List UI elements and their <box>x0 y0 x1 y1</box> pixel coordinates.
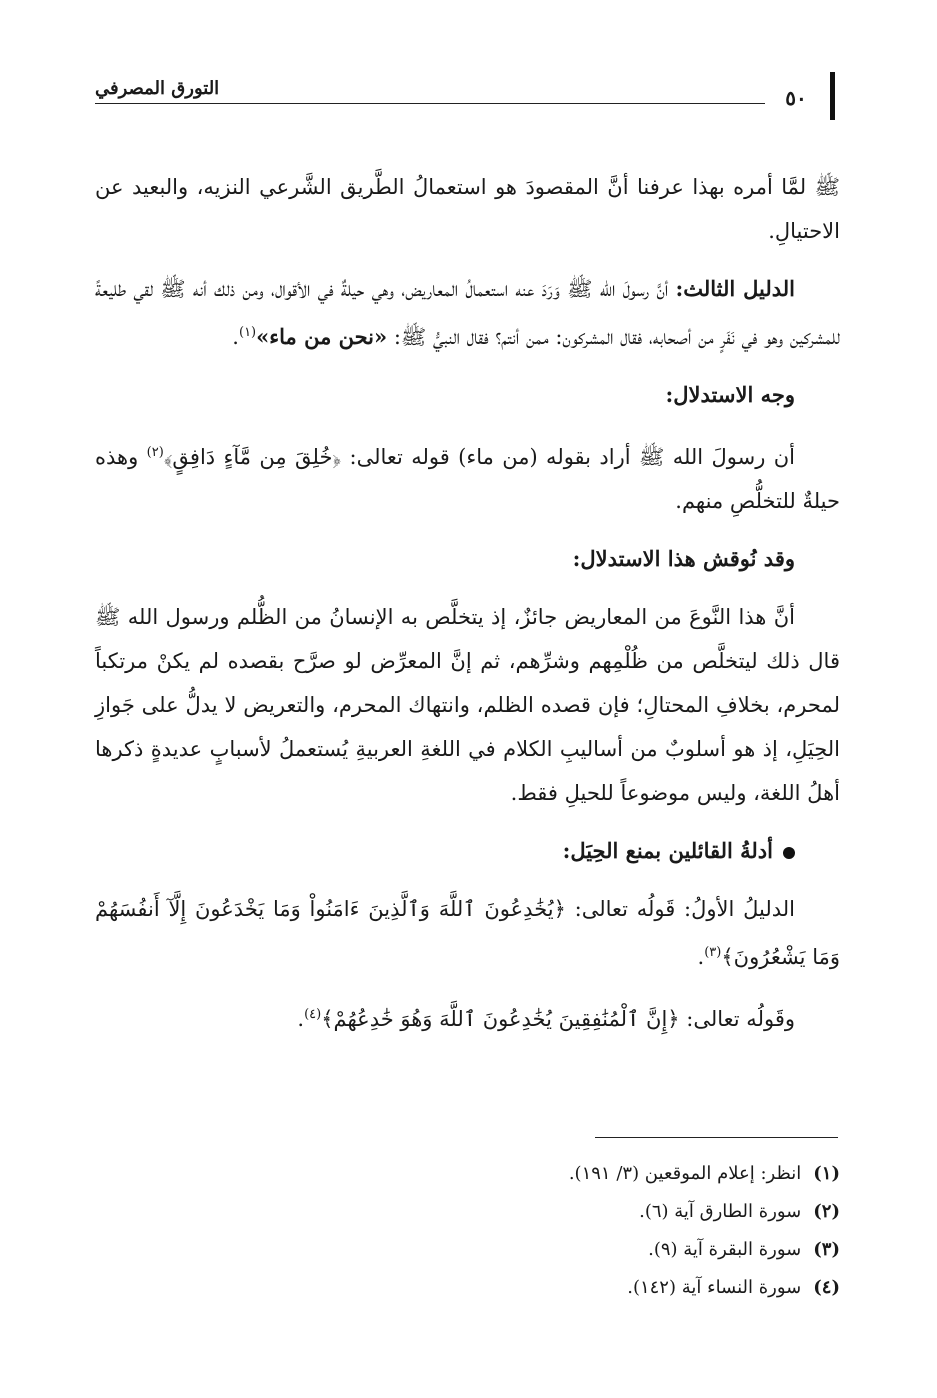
footnote-text: سورة النساء آية (١٤٢). <box>627 1277 802 1298</box>
book-title: التورق المصرفي <box>95 78 220 99</box>
footnote-item <box>400 1155 840 1193</box>
paragraph-3 <box>95 431 840 523</box>
footnotes <box>400 1155 840 1307</box>
header-rule <box>95 103 765 104</box>
footnote-number: (٣) <box>813 1239 840 1260</box>
quran-verse-baqarah: ﴿يُخَٰدِعُونَ ٱللَّهَ وَٱلَّذِينَ ءَامَنُواْ وَمَا يَخْدَعُونَ إِلَّآ أَنفُسَهُمْ وَمَا يَشْعُرُونَ﴾ <box>95 897 840 969</box>
footnote-item <box>400 1269 840 1307</box>
paragraph-5-end: . <box>697 945 705 969</box>
bullet-icon <box>783 847 795 859</box>
paragraph-3-end: وهذه حيلةٌ للتخلُّصِ منهم. <box>95 445 840 513</box>
footnote-item <box>400 1231 840 1269</box>
hadith-quote: «نحن من ماء» <box>256 324 388 349</box>
footnote-separator <box>595 1137 838 1138</box>
paragraph-2-text: أنَّ رسولَ الله ﷺ وَرَدَ عنه استعمالُ المعاريض، وهي حيلةٌ في الأقوال، ومن ذلك أنه ﷺ لقي طليعةً للمشركين وهو في نَفَرٍ من أصحابه، فقال المشركون: ممن أنتم؟ فقال النبيُّ ﷺ: <box>95 277 840 349</box>
paragraph-6 <box>95 993 840 1041</box>
heading-inference: وجه الاستدلال: <box>665 382 795 407</box>
footnote-number: (٤) <box>813 1277 840 1298</box>
running-header <box>95 70 840 130</box>
paragraph-5-text: الدليلُ الأولُ: قَولُه تعالى: <box>565 897 795 921</box>
footnote-number: (٢) <box>813 1201 840 1222</box>
footnote-text: انظر: إعلام الموقعين (٣/ ١٩١). <box>568 1163 802 1184</box>
heading-prohibition-text: أدلةُ القائلين بمنع الحِيَل: <box>562 838 773 863</box>
footnote-text: سورة البقرة آية (٩). <box>648 1239 802 1260</box>
footnote-ref-4: (٤) <box>304 1007 322 1022</box>
body-text <box>95 165 840 1055</box>
quran-verse-tariq: ﴿خُلِقَ مِن مَّآءٍ دَافِقٍ﴾ <box>163 445 342 469</box>
page-number: ٥٠ <box>785 86 807 110</box>
header-bar <box>830 72 835 120</box>
footnote-number: (١) <box>813 1163 840 1184</box>
paragraph-3-text: أن رسولَ الله ﷺ أراد بقوله (من ماء) قوله تعالى: <box>341 445 795 469</box>
footnote-ref-2: (٢) <box>146 445 164 460</box>
footnote-text: سورة الطارق آية (٦). <box>639 1201 802 1222</box>
paragraph-6-text: وقَولُه تعالى: <box>679 1007 795 1031</box>
footnote-ref-3: (٣) <box>704 945 722 960</box>
heading-prohibition-evidence <box>95 829 840 873</box>
paragraph-4: أنَّ هذا النَّوعَ من المعاريض جائزٌ، إذ يتخلَّص به الإنسانُ من الظُّلم ورسول الله ﷺ قال ذلك ليتخلَّص من ظُلْمِهم وشرِّهم، ثم إنَّ المعرِّض لو صرَّح بقصده لم يكنْ مرتكباً لمحرم، بخلافِ المحتالِ؛ فإن قصده الظلم، وانتهاك المحرم، والتعريض لا يدلُّ على جَوازِ الحِيَلِ، إذ هو أسلوبٌ من أساليبِ الكلام في اللغةِ العربيةِ يُستعملُ لأسبابٍ عديدةٍ ذكرها أهلُ اللغة، وليس موضوعاً للحيلِ فقط. <box>95 605 840 805</box>
quran-verse-nisa: ﴿إِنَّ ٱلْمُنَٰفِقِينَ يُخَٰدِعُونَ ٱللَّهَ وَهُوَ خَٰدِعُهُمْ﴾ <box>321 1007 680 1031</box>
footnote-item <box>400 1193 840 1231</box>
paragraph-5 <box>95 887 840 979</box>
paragraph-1: ﷺ لمَّا أمره بهذا عرفنا أنَّ المقصودَ هو استعمالُ الطَّريق الشَّرعي النزيه، والبعيد عن الاحتيالِ. <box>95 175 840 243</box>
paragraph-2-end: . <box>232 325 239 349</box>
paragraph-6-end: . <box>297 1007 305 1031</box>
paragraph-2 <box>95 267 840 359</box>
footnote-ref-1: (١) <box>238 325 257 340</box>
third-evidence-label: الدليل الثالث: <box>675 276 795 301</box>
heading-rebuttal: وقد نُوقش هذا الاستدلال: <box>572 546 795 571</box>
